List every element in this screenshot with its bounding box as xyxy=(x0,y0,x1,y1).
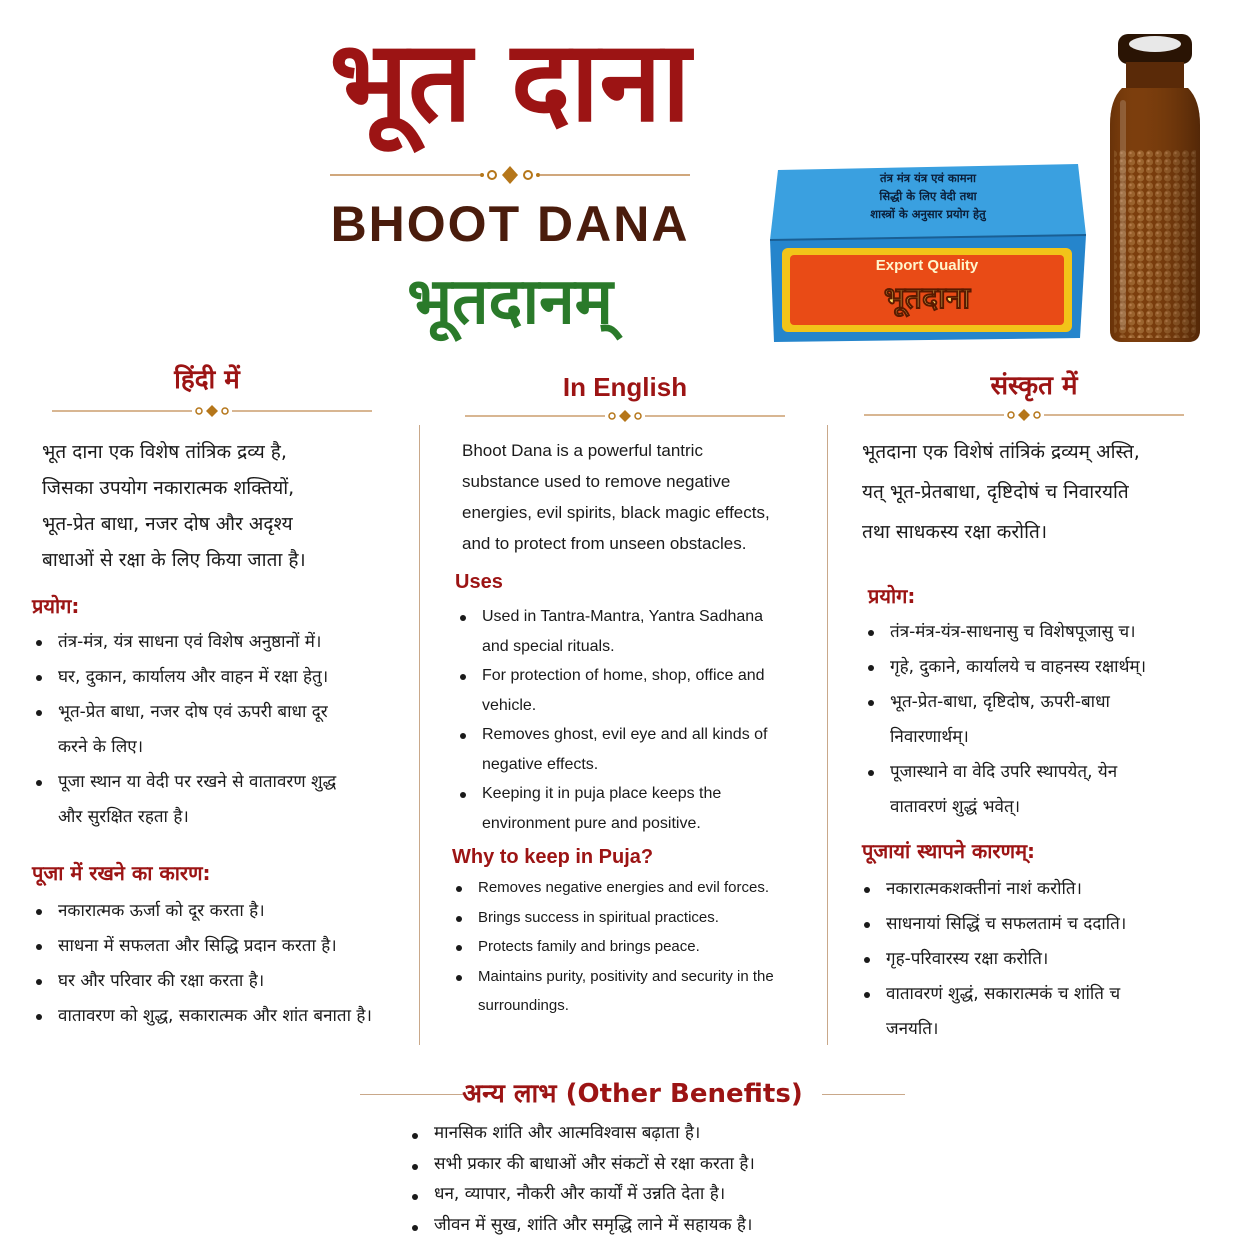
list-item: धन, व्यापार, नौकरी और कार्यों में उन्नति देता है। xyxy=(408,1179,848,1210)
list-item: Keeping it in puja place keeps the environment pure and positive. xyxy=(456,779,791,838)
list-item: घर और परिवार की रक्षा करता है। xyxy=(32,964,412,999)
list-item: Brings success in spiritual practices. xyxy=(452,903,802,933)
title-hindi: भूत दाना xyxy=(329,17,691,147)
list-item: साधना में सफलता और सिद्धि प्रदान करता है। xyxy=(32,929,412,964)
uses-heading-hindi: प्रयोग: xyxy=(32,594,80,618)
title-sanskrit: भूतदानम् xyxy=(407,265,613,339)
column-english xyxy=(440,360,810,1021)
puja-heading-hindi: पूजा में रखने का कारण: xyxy=(32,861,211,885)
list-item: नकारात्मकशक्तीनां नाशं करोति। xyxy=(860,872,1200,907)
list-item: Removes ghost, evil eye and all kinds of negative effects. xyxy=(456,720,791,779)
list-item: भूत-प्रेत बाधा, नजर दोष एवं ऊपरी बाधा दूर करने के लिए। xyxy=(32,695,358,765)
list-item: तंत्र-मंत्र-यंत्र-साधनासु च विशेषपूजासु च। xyxy=(864,615,1214,650)
puja-heading-sanskrit: पूजायां स्थापने कारणम्: xyxy=(862,839,1036,863)
box-badge-text: Export Quality xyxy=(875,257,979,274)
box-product-name: भूतदाना xyxy=(883,281,971,316)
title-english: BHOOT DANA xyxy=(330,196,690,252)
list-item: For protection of home, shop, office and vehicle. xyxy=(456,661,791,720)
list-item: भूत-प्रेत-बाधा, दृष्टिदोष, ऊपरी-बाधा निवारणार्थम्। xyxy=(864,685,1180,755)
list-item: Maintains purity, positivity and security in the surroundings. xyxy=(452,962,802,1021)
list-item: साधनायां सिद्धिं च सफलतामं च ददाति। xyxy=(860,907,1200,942)
ornament-divider xyxy=(864,406,1184,424)
product-box-image xyxy=(760,160,1090,345)
box-top-line-2: सिद्धी के लिए वेदी तथा xyxy=(879,189,977,203)
intro-line: तथा साधकस्य रक्षा करोति। xyxy=(862,521,1048,543)
ornament-divider xyxy=(465,407,785,425)
ornament-divider xyxy=(330,160,690,190)
other-benefits-list xyxy=(408,1118,848,1240)
list-item: घर, दुकान, कार्यालय और वाहन में रक्षा हेतु। xyxy=(32,660,392,695)
uses-heading-sanskrit: प्रयोग: xyxy=(868,584,916,608)
list-item: वातावरण को शुद्ध, सकारात्मक और शांत बनाता है। xyxy=(32,999,412,1034)
intro-line: भूत दाना एक विशेष तांत्रिक द्रव्य है, xyxy=(42,441,287,463)
other-benefits-heading: अन्य लाभ (Other Benefits) xyxy=(462,1079,803,1109)
box-top-line-3: शास्त्रों के अनुसार प्रयोग हेतु xyxy=(870,207,986,221)
heading-english: In English xyxy=(562,372,688,402)
list-item: Used in Tantra-Mantra, Yantra Sadhana and special rituals. xyxy=(456,602,791,661)
column-divider xyxy=(419,425,420,1045)
list-item: तंत्र-मंत्र, यंत्र साधना एवं विशेष अनुष्ठानों में। xyxy=(32,625,392,660)
list-item: पूजास्थाने वा वेदि उपरि स्थापयेत्, येन वातावरणं शुद्धं भवेत्। xyxy=(864,755,1170,825)
list-item: Protects family and brings peace. xyxy=(452,932,802,962)
intro-english: Bhoot Dana is a powerful tantric substance used to remove negative energies, evil spirits, black magic effects, and to protect from unseen obstacles. xyxy=(462,441,770,553)
column-sanskrit xyxy=(856,360,1236,1047)
column-hindi xyxy=(32,360,412,1034)
list-item: नकारात्मक ऊर्जा को दूर करता है। xyxy=(32,894,412,929)
list-item: वातावरणं शुद्धं, सकारात्मकं च शांति च जनयति। xyxy=(860,977,1136,1047)
list-item: सभी प्रकार की बाधाओं और संकटों से रक्षा करता है। xyxy=(408,1149,848,1180)
intro-line: भूत-प्रेत बाधा, नजर दोष और अदृश्य xyxy=(42,513,293,535)
column-divider xyxy=(827,425,828,1045)
product-bottle-image xyxy=(1100,30,1210,345)
ornament-divider xyxy=(52,402,372,420)
heading-sanskrit: संस्कृत में xyxy=(990,371,1078,401)
heading-hindi: हिंदी में xyxy=(174,365,240,395)
list-item: गृहे, दुकाने, कार्यालये च वाहनस्य रक्षार्थम्। xyxy=(864,650,1214,685)
uses-heading-english: Uses xyxy=(455,571,503,593)
intro-line: बाधाओं से रक्षा के लिए किया जाता है। xyxy=(42,549,306,571)
puja-heading-english: Why to keep in Puja? xyxy=(452,846,654,868)
box-top-line-1: तंत्र मंत्र यंत्र एवं कामना xyxy=(880,171,976,185)
list-item: गृह-परिवारस्य रक्षा करोति। xyxy=(860,942,1200,977)
list-item: पूजा स्थान या वेदी पर रखने से वातावरण शुद्ध और सुरक्षित रहता है। xyxy=(32,765,358,835)
list-item: Removes negative energies and evil forces. xyxy=(452,873,802,903)
intro-line: भूतदाना एक विशेषं तांत्रिकं द्रव्यम् अस्ति, xyxy=(862,441,1140,463)
intro-line: यत् भूत-प्रेतबाधा, दृष्टिदोषं च निवारयति xyxy=(862,481,1129,503)
list-item: जीवन में सुख, शांति और समृद्धि लाने में सहायक है। xyxy=(408,1210,848,1241)
intro-line: जिसका उपयोग नकारात्मक शक्तियों, xyxy=(42,477,295,499)
list-item: मानसिक शांति और आत्मविश्वास बढ़ाता है। xyxy=(408,1118,848,1149)
